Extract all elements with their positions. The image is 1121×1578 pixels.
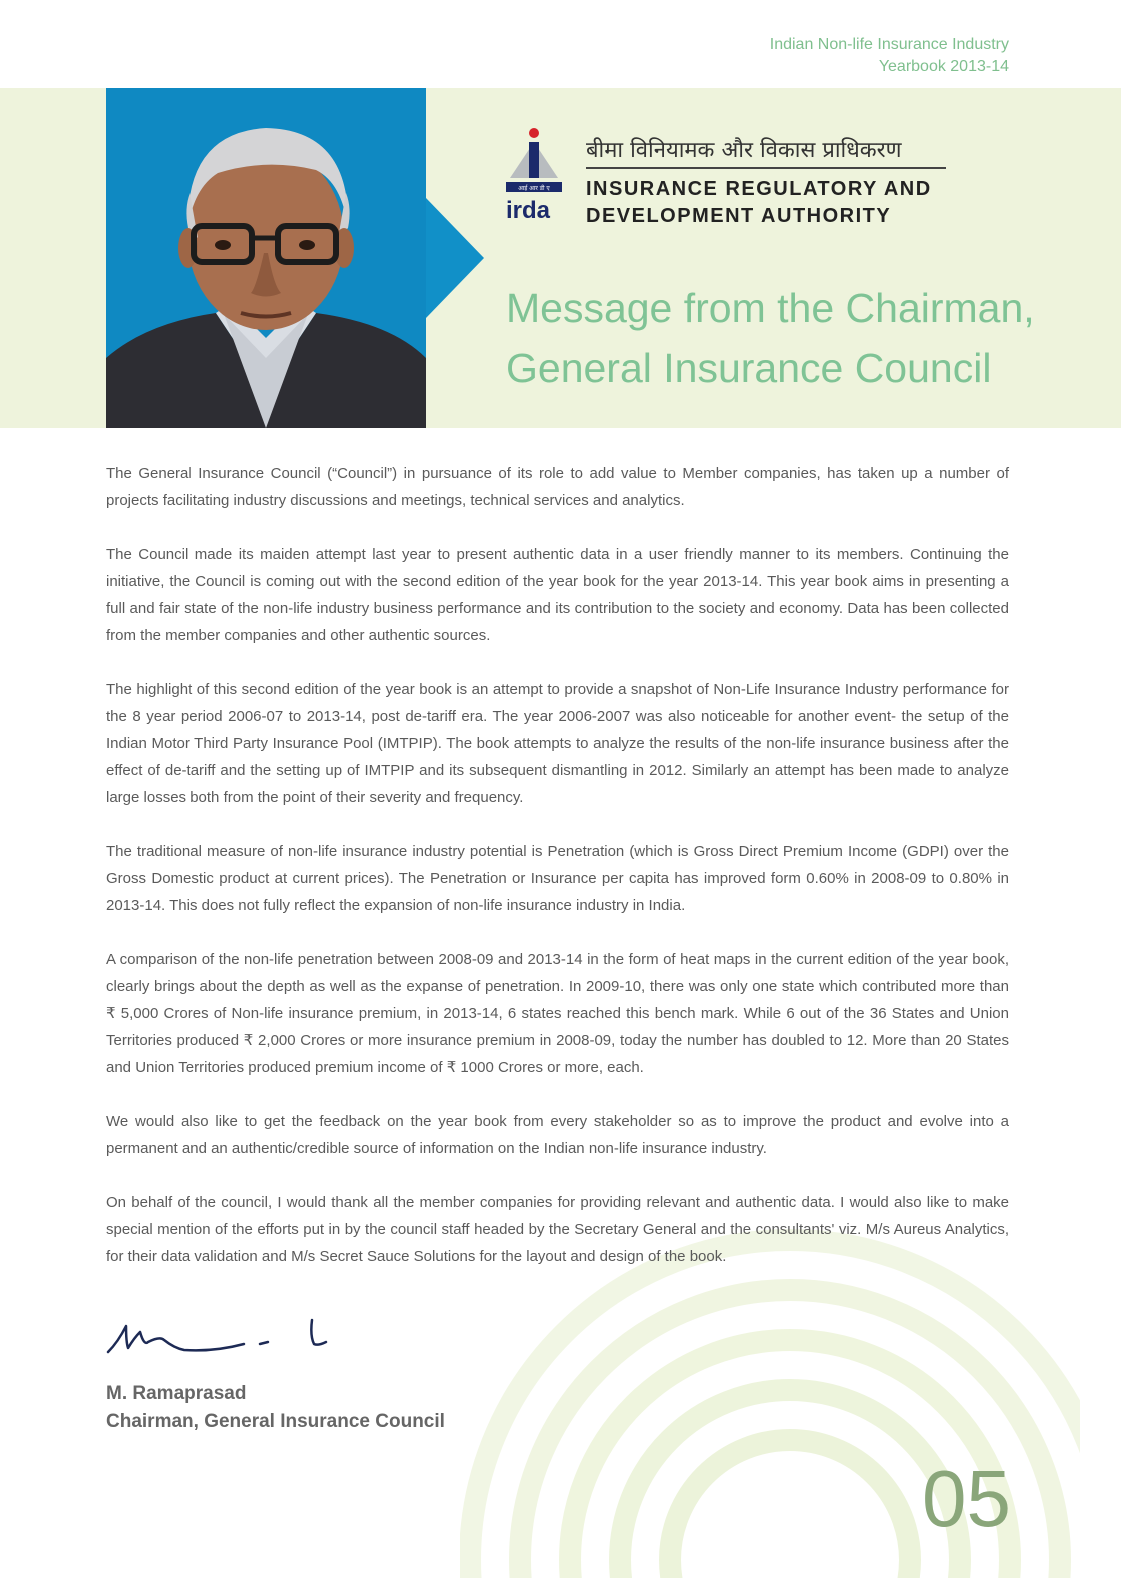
logo-english-line1: INSURANCE REGULATORY AND: [586, 178, 932, 200]
svg-text:irda: irda: [506, 197, 551, 222]
page-title: [506, 278, 1066, 398]
paragraph: We would also like to get the feedback on the year book from every stakeholder so as to improve the product and evolve into a permanent and an authentic/credible source of information on the Indian non-life insurance industry.: [106, 1113, 1009, 1157]
chairman-portrait: [106, 88, 426, 428]
irda-emblem-icon: [506, 126, 568, 222]
running-header: [770, 34, 1009, 78]
page-title-line1: Message from the Chairman,: [506, 285, 1035, 331]
page-number: 05: [922, 1454, 1011, 1543]
signer-block: [106, 1380, 445, 1436]
irda-logo: [506, 126, 946, 226]
logo-english-line2: DEVELOPMENT AUTHORITY: [586, 205, 892, 227]
signer-name: M. Ramaprasad: [106, 1383, 247, 1404]
paragraph: A comparison of the non-life penetration between 2008-09 and 2013-14 in the form of heat maps in the current edition of the year book, clearly brings about the depth as well as the expanse of penetration. In 2009-10, there was only one state which contributed more than ₹ 5,000 Crores of Non-life insurance premium, in 2013-14, 6 states reached this bench mark. While 6 out of the 36 States and Union Territories produced ₹ 2,000 Crores or more insurance premium in 2008-09, today the number has doubled to 12. More than 20 States and Union Territories produced premium income of ₹ 1000 Crores or more, each.: [106, 951, 1009, 1076]
paragraph: The General Insurance Council (“Council”) in pursuance of its role to add value to Member companies, has taken up a number of projects facilitating industry discussions and meetings, technical services and analytics.: [106, 465, 1009, 509]
paragraph: The Council made its maiden attempt last year to present authentic data in a user friendly manner to its members. Continuing the initiative, the Council is coming out with the second edition of the year book for the year 2013-14. This year book aims in presenting a full and fair state of the non-life industry business performance and its contribution to the society and economy. Data has been collected from the member companies and other authentic sources.: [106, 546, 1009, 644]
handwritten-signature: [104, 1312, 334, 1362]
svg-text:आई आर डी ए: आई आर डी ए: [518, 185, 550, 192]
paragraph: On behalf of the council, I would thank all the member companies for providing relevant and authentic data. I would also like to make special mention of the efforts put in by the council staff headed by the Secretary General and the consultants' viz. M/s Aureus Analytics, for their data validation and M/s Secret Sauce Solutions for the layout and design of the book.: [106, 1194, 1009, 1265]
message-body: [106, 460, 1009, 1297]
banner-arrow: [426, 198, 484, 318]
paragraph: The highlight of this second edition of the year book is an attempt to provide a snapshot of Non-Life Insurance Industry performance for the 8 year period 2006-07 to 2013-14, post de-tariff era. The year 2006-2007 was also noticeable for another event- the setup of the Indian Motor Third Party Insurance Pool (IMTPIP). The book attempts to analyze the results of the non-life insurance business after the effect of de-tariff and the setting up of IMTPIP and its subsequent dismantling in 2012. Similarly an attempt has been made to analyze large losses both from the point of their severity and frequency.: [106, 681, 1009, 806]
paragraph: The traditional measure of non-life insurance industry potential is Penetration (which is Gross Direct Premium Income (GDPI) over the Gross Domestic product at current prices). The Penetration or Insurance per capita has improved form 0.60% in 2008-09 to 0.80% in 2013-14. This does not fully reflect the expansion of non-life insurance industry in India.: [106, 843, 1009, 914]
header-edition: Yearbook 2013-14: [878, 58, 1009, 75]
logo-english-name: [586, 176, 932, 230]
signer-designation: Chairman, General Insurance Council: [106, 1411, 445, 1432]
page-title-line2: General Insurance Council: [506, 345, 992, 391]
header-publication: Indian Non-life Insurance Industry: [769, 36, 1009, 53]
logo-hindi-name: बीमा विनियामक और विकास प्राधिकरण: [586, 134, 946, 169]
